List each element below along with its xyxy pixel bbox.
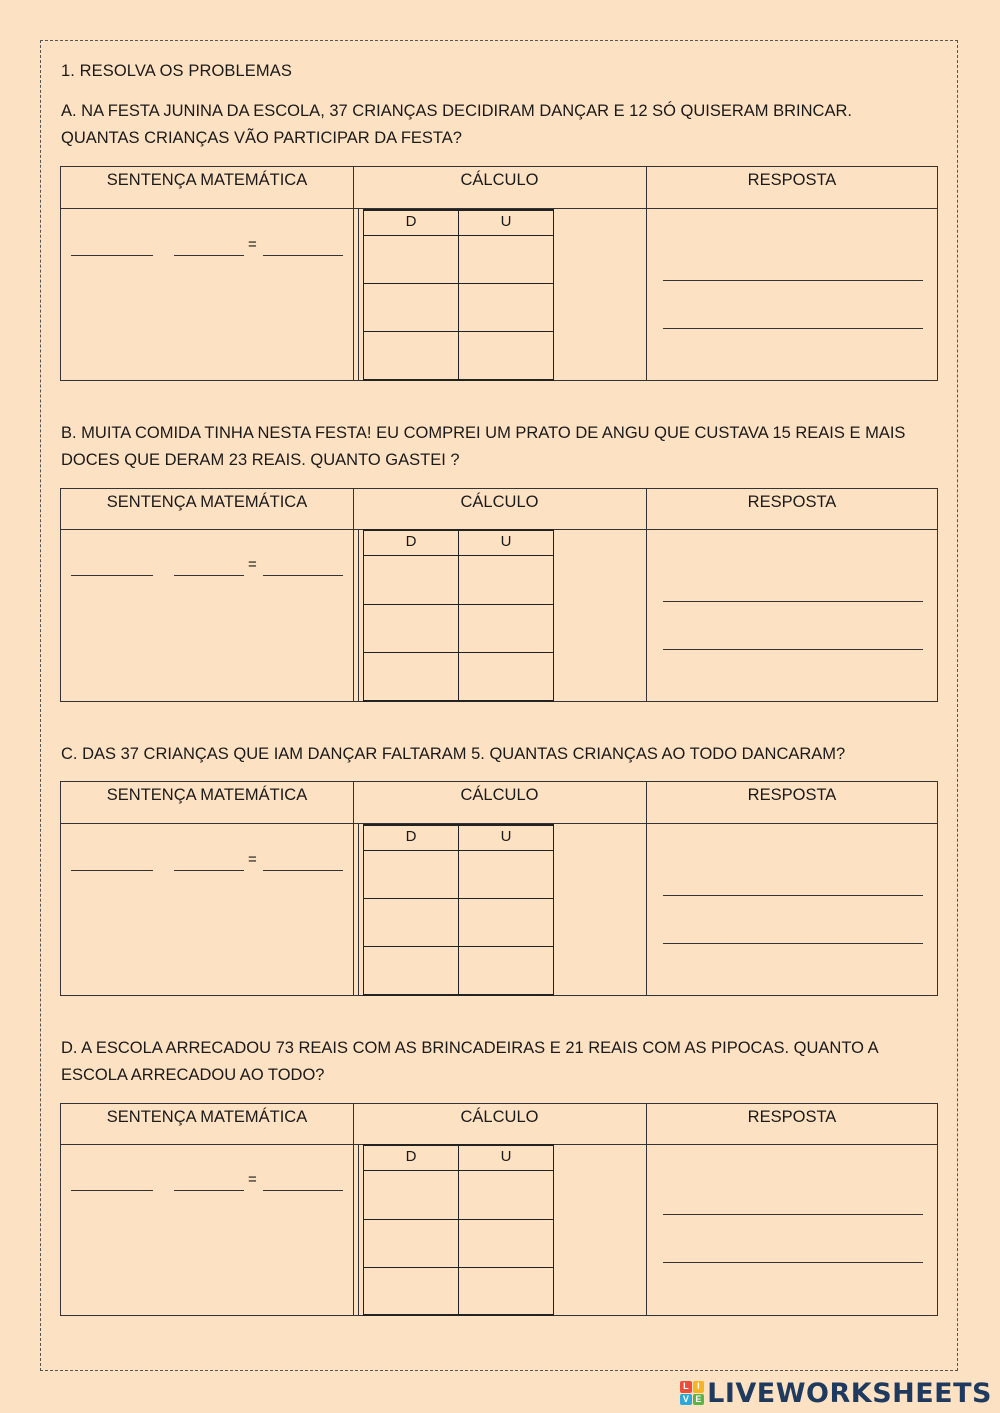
tens-label: D [405, 213, 417, 230]
problem-b-table [60, 488, 938, 702]
answer-line-2[interactable] [663, 649, 923, 650]
header-calc: CÁLCULO [460, 171, 539, 189]
problem-d-table [60, 1103, 938, 1316]
place-value-grid [363, 1144, 554, 1316]
header-answer: RESPOSTA [747, 171, 837, 189]
problem-c-table [60, 781, 938, 996]
problem-a-text [61, 98, 941, 152]
header-answer: RESPOSTA [747, 786, 837, 804]
logo-tile-i: I [693, 1381, 705, 1393]
problem-c-text [61, 741, 941, 768]
equals-sign: = [248, 556, 257, 573]
answer-blank-first-number[interactable] [71, 870, 153, 871]
answer-line-2[interactable] [663, 328, 923, 329]
units-label: U [500, 828, 512, 845]
answer-line-1[interactable] [663, 895, 923, 896]
answer-blank-first-number[interactable] [71, 1190, 153, 1191]
problem-a-line1: A. NA FESTA JUNINA DA ESCOLA, 37 CRIANÇAS DECIDIRAM DANÇAR E 12 SÓ QUISERAM BRINCAR. [61, 102, 852, 120]
problem-c-line1: C. DAS 37 CRIANÇAS QUE IAM DANÇAR FALTARAM 5. QUANTAS CRIANÇAS AO TODO DANCARAM? [61, 745, 846, 763]
answer-blank-first-number[interactable] [71, 255, 153, 256]
answer-line-1[interactable] [663, 1214, 923, 1215]
answer-line-1[interactable] [663, 280, 923, 281]
header-sentence: SENTENÇA MATEMÁTICA [106, 1108, 308, 1126]
tens-label: D [405, 533, 417, 550]
units-label: U [500, 213, 512, 230]
header-sentence: SENTENÇA MATEMÁTICA [106, 493, 308, 511]
header-calc: CÁLCULO [460, 1108, 539, 1126]
answer-blank-second-number[interactable] [174, 1190, 244, 1191]
place-value-grid [363, 209, 554, 381]
place-value-grid [363, 529, 554, 702]
equals-sign: = [248, 236, 257, 253]
header-sentence: SENTENÇA MATEMÁTICA [106, 171, 308, 189]
answer-line-2[interactable] [663, 943, 923, 944]
problem-d-line1: D. A ESCOLA ARRECADOU 73 REAIS COM AS BRINCADEIRAS E 21 REAIS COM AS PIPOCAS. QUANTO A [61, 1039, 879, 1057]
header-sentence: SENTENÇA MATEMÁTICA [106, 786, 308, 804]
equals-sign: = [248, 851, 257, 868]
answer-line-1[interactable] [663, 601, 923, 602]
tens-label: D [405, 828, 417, 845]
header-calc: CÁLCULO [460, 493, 539, 511]
answer-blank-second-number[interactable] [174, 575, 244, 576]
liveworksheets-brand-text: LIVEWORKSHEETS [707, 1377, 992, 1409]
problem-b-line1: B. MUITA COMIDA TINHA NESTA FESTA! EU COMPREI UM PRATO DE ANGU QUE CUSTAVA 15 REAIS E MAIS [61, 424, 906, 442]
problem-a-line2: QUANTAS CRIANÇAS VÃO PARTICIPAR DA FESTA? [61, 129, 462, 147]
units-label: U [500, 1148, 512, 1165]
logo-tile-e: E [693, 1394, 705, 1406]
header-answer: RESPOSTA [747, 493, 837, 511]
problem-b-text [61, 420, 941, 474]
header-answer: RESPOSTA [747, 1108, 837, 1126]
units-label: U [500, 533, 512, 550]
logo-tile-l: L [680, 1381, 692, 1393]
problem-d-line2: ESCOLA ARRECADOU AO TODO? [61, 1066, 325, 1084]
problem-b-line2: DOCES QUE DERAM 23 REAIS. QUANTO GASTEI ? [61, 451, 460, 469]
problem-a-table [60, 166, 938, 381]
answer-blank-second-number[interactable] [174, 255, 244, 256]
liveworksheets-logo-icon [680, 1381, 704, 1405]
header-calc: CÁLCULO [460, 786, 539, 804]
equals-sign: = [248, 1171, 257, 1188]
answer-blank-result[interactable] [263, 255, 343, 256]
answer-blank-second-number[interactable] [174, 870, 244, 871]
answer-blank-first-number[interactable] [71, 575, 153, 576]
answer-blank-result[interactable] [263, 575, 343, 576]
logo-tile-v: V [680, 1394, 692, 1406]
answer-line-2[interactable] [663, 1262, 923, 1263]
worksheet-heading: 1. RESOLVA OS PROBLEMAS [61, 62, 292, 80]
tens-label: D [405, 1148, 417, 1165]
answer-blank-result[interactable] [263, 1190, 343, 1191]
answer-blank-result[interactable] [263, 870, 343, 871]
problem-d-text [61, 1035, 941, 1089]
place-value-grid [363, 824, 554, 996]
liveworksheets-logo[interactable] [680, 1378, 992, 1408]
